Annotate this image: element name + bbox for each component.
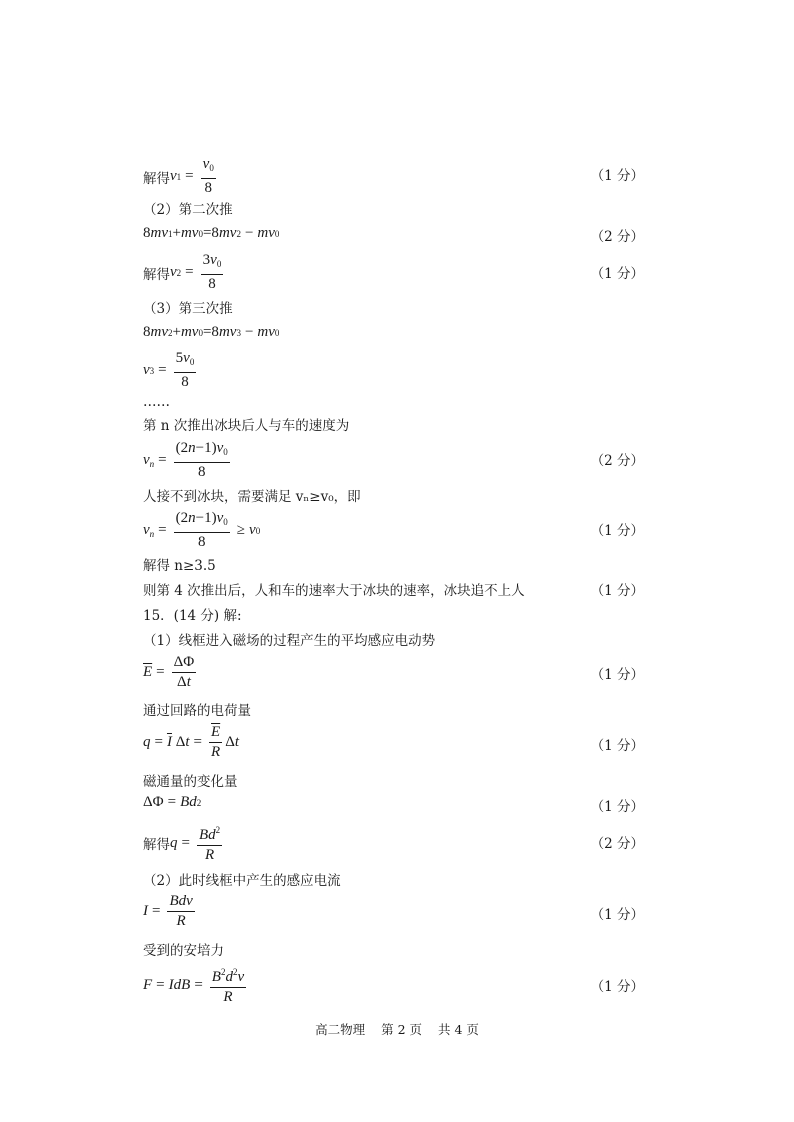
line-force — [143, 964, 644, 1006]
heading-third-push: （3）第三次推 — [143, 301, 233, 317]
formula-current: I = $\frac{\text{Bdv}}{R}$ — [143, 893, 193, 929]
solve-label: 解得 — [143, 837, 170, 853]
line-v1 — [143, 156, 644, 197]
score: （2 分） — [590, 836, 644, 852]
formula-v3: v 3 = $\frac{5v_0}{8}$ — [143, 350, 195, 390]
force-text: 受到的安培力 — [143, 943, 224, 959]
score: （1 分） — [590, 979, 644, 995]
formula-inequality: $v_n$ = $\frac{(2n-1)v_0}{8}$ ≥ v 0 — [143, 510, 261, 550]
line-emf — [143, 654, 644, 691]
formula-flux: ΔΦ = Bd 2 — [143, 794, 202, 810]
score: （1 分） — [590, 523, 644, 539]
heading-second-push: （2）第二次推 — [143, 202, 233, 218]
question-15-heading: 15．(14 分) 解: — [143, 608, 242, 624]
footer-subject: 高二物理 — [315, 1022, 366, 1037]
score: （2 分） — [590, 229, 644, 245]
score: （1 分） — [590, 738, 644, 754]
condition-text: 人接不到冰块，需要满足 vₙ≥v₀，即 — [143, 489, 361, 505]
score: （1 分） — [590, 799, 644, 815]
formula-v1: v 1 = $\frac{v_0}{8}$ — [170, 156, 214, 196]
formula-emf: $\overline{E}$ = $\frac{\Delta\Phi}{\Delta t}$ — [143, 654, 195, 690]
line-inequality — [143, 510, 644, 551]
solve-label: 解得 — [143, 266, 170, 283]
footer-total: 共 4 页 — [437, 1022, 479, 1037]
part-1-heading: （1）线框进入磁场的过程产生的平均感应电动势 — [143, 633, 436, 649]
line-v2 — [143, 252, 644, 293]
page-footer — [0, 1020, 794, 1038]
line-charge — [143, 724, 644, 761]
line-v3 — [143, 350, 644, 391]
equation-momentum-3: 8 mv 2 + mv 0 =8 mv 3 − mv 0 — [143, 324, 280, 340]
score: （1 分） — [590, 667, 644, 683]
score: （2 分） — [590, 453, 644, 469]
flux-text: 磁通量的变化量 — [143, 774, 238, 790]
ellipsis: …… — [143, 394, 170, 410]
formula-force: F = IdB = $\frac{B^2d^2v}{R}$ — [143, 964, 249, 1006]
charge-text: 通过回路的电荷量 — [143, 703, 251, 719]
line-current — [143, 893, 644, 930]
line-vn — [143, 440, 644, 481]
line-q-result — [143, 822, 644, 864]
part-2-heading: （2）此时线框中产生的感应电流 — [143, 873, 341, 889]
n-result: 解得 n≥3.5 — [143, 558, 216, 574]
solve-label: 解得 — [143, 170, 170, 187]
formula-v2: v 2 = $\frac{3v_0}{8}$ — [170, 252, 222, 292]
formula-q-result: q = $\frac{Bd^2}{R}$ — [170, 822, 225, 864]
formula-charge: q = $\overline{I}$ Δ t = $\frac{\overline{E}}{R}$ Δ t — [143, 724, 240, 760]
score: （1 分） — [590, 266, 644, 282]
score: （1 分） — [590, 168, 644, 184]
nth-push-text: 第 n 次推出冰块后人与车的速度为 — [143, 418, 350, 434]
line-flux — [143, 794, 644, 811]
conclusion: 则第 4 次推出后，人和车的速率大于冰块的速率，冰块追不上人 — [143, 583, 525, 599]
formula-vn: $v_n$ = $\frac{(2n-1)v_0}{8}$ — [143, 440, 228, 480]
score: （1 分） — [590, 583, 644, 599]
equation-momentum-2: 8 mv 1 + mv 0 =8 mv 2 − mv 0 — [143, 225, 280, 241]
footer-page: 第 2 页 — [381, 1022, 422, 1037]
score: （1 分） — [590, 907, 644, 923]
